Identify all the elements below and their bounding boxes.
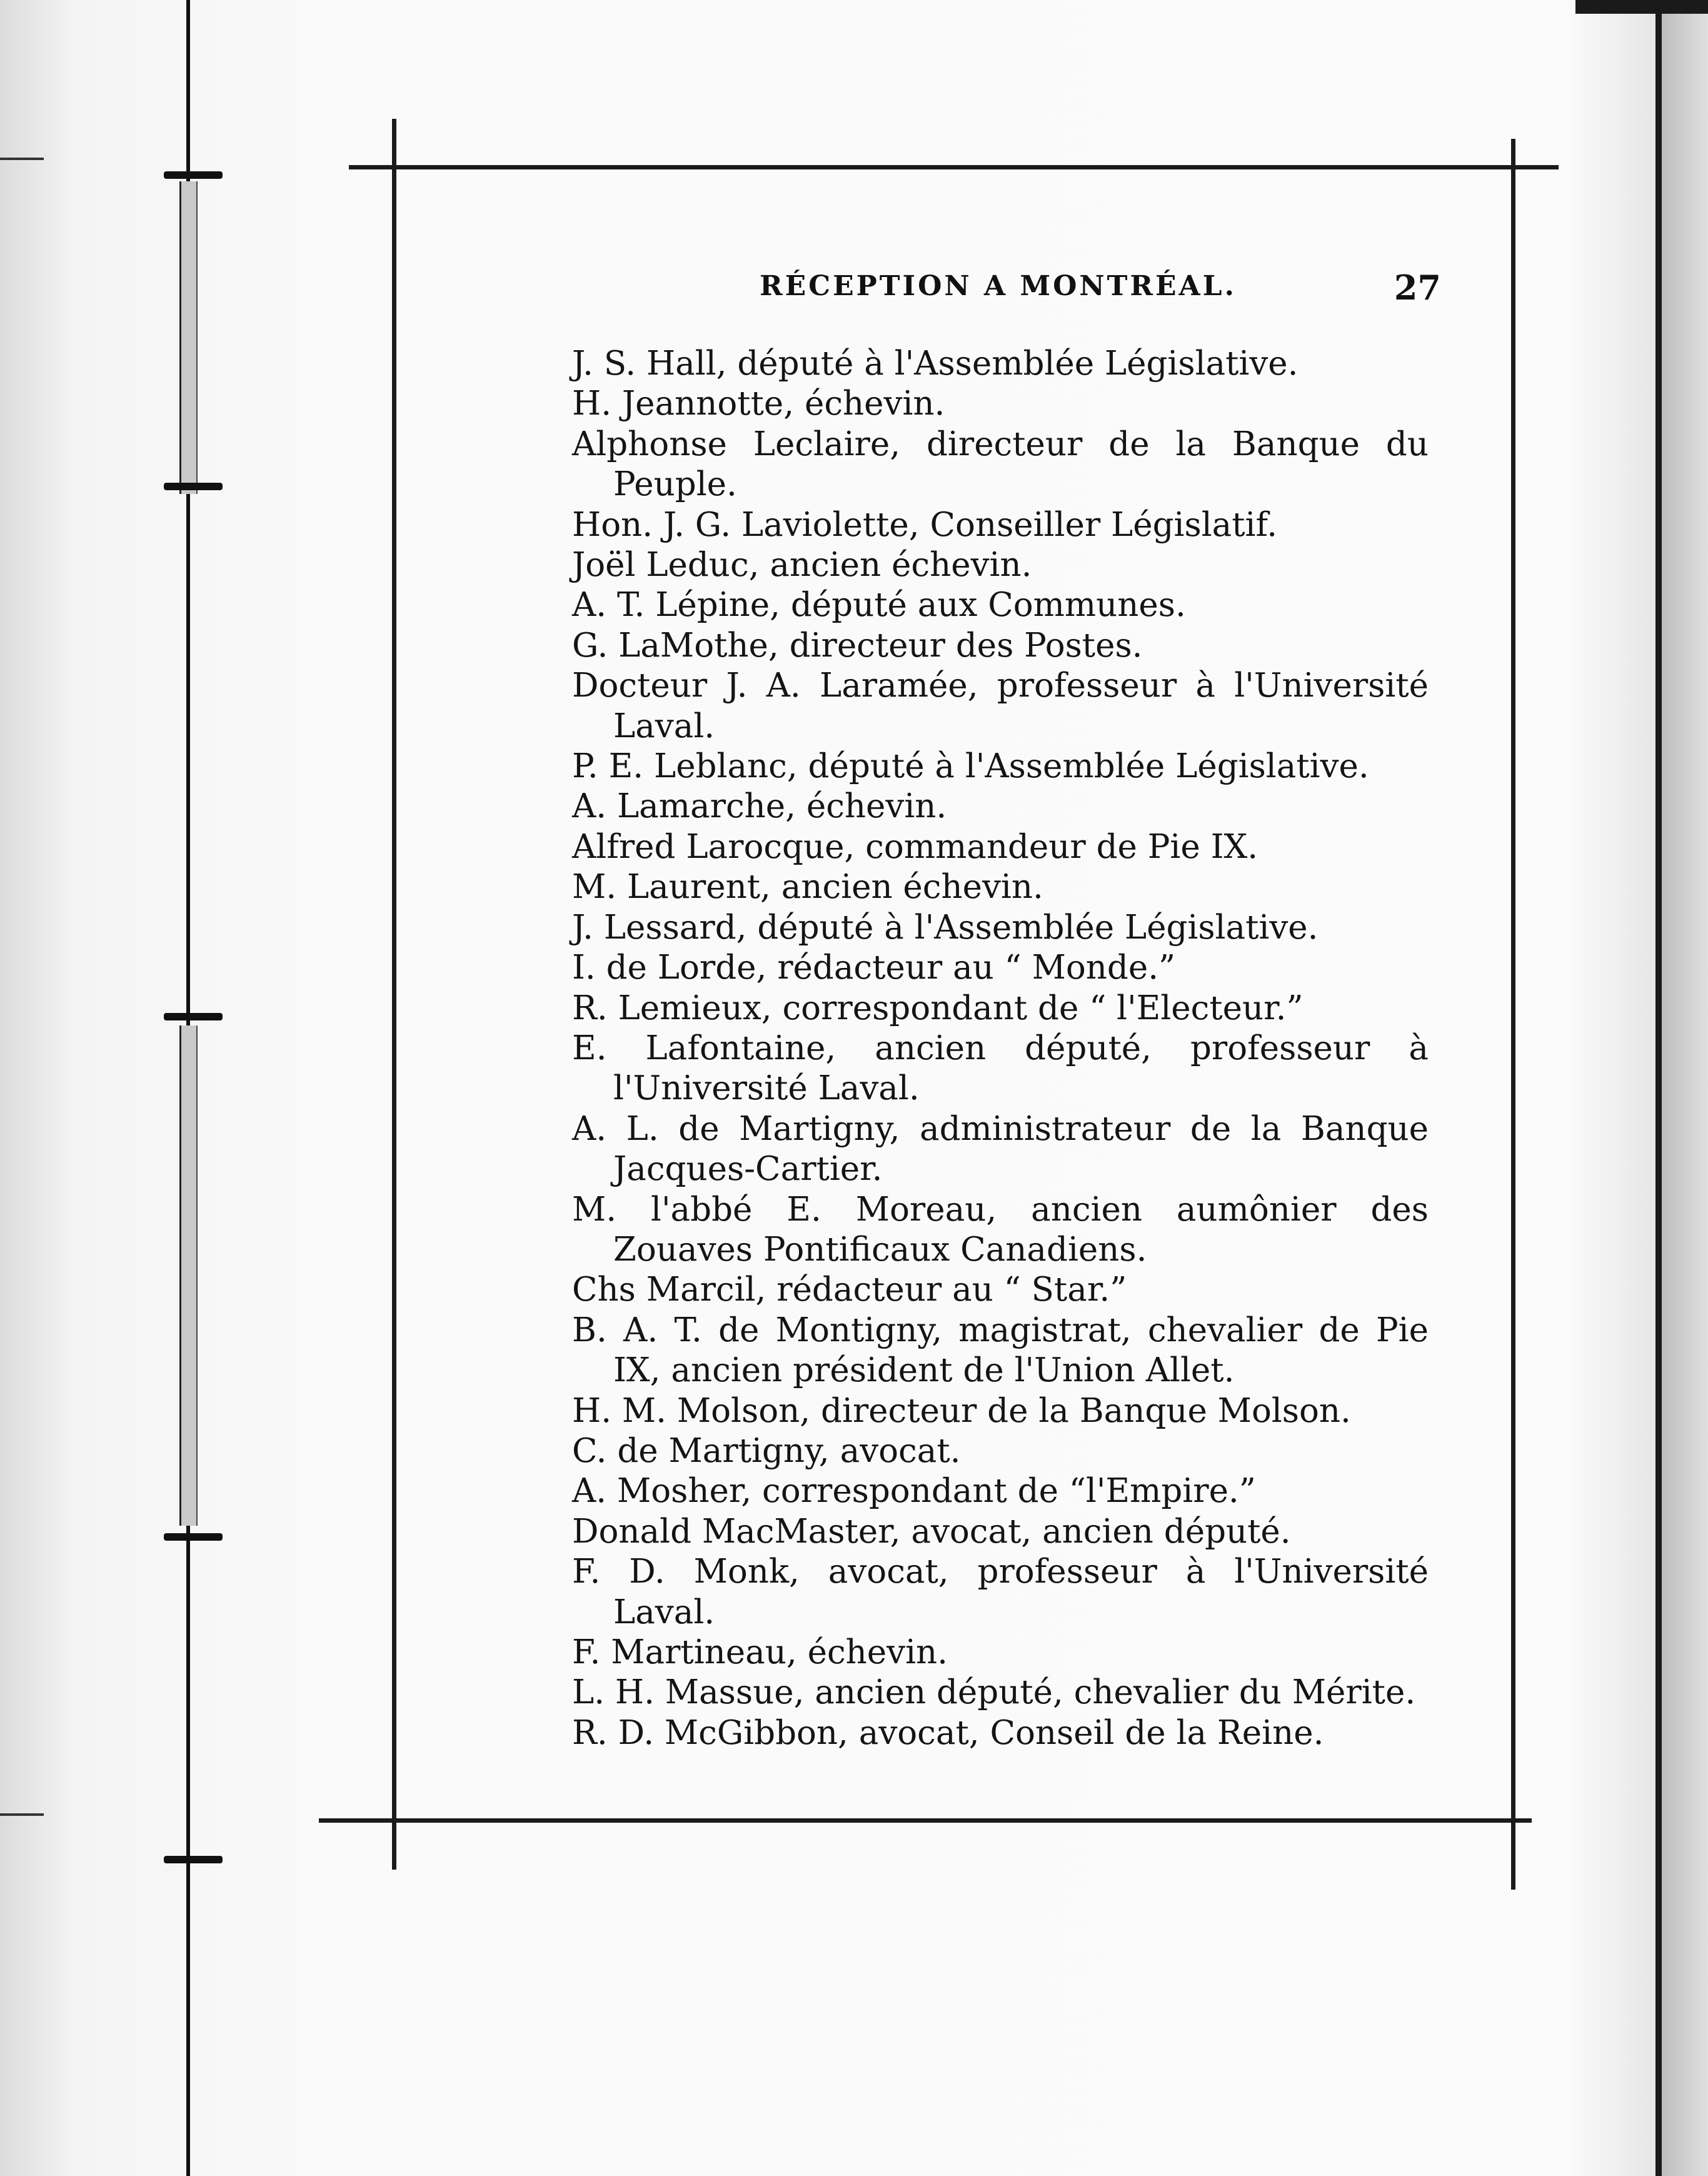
frame-top-rule	[349, 165, 1559, 169]
binding-stitch	[164, 1533, 223, 1541]
list-item: E. Lafontaine, ancien député, professeur à l'Université Laval.	[572, 1029, 1429, 1108]
running-title: RÉCEPTION A MONTRÉAL.	[760, 270, 1237, 302]
binding-stitch	[164, 483, 223, 490]
list-item: Alphonse Leclaire, directeur de la Banque du Peuple.	[572, 425, 1429, 504]
list-item: G. LaMothe, directeur des Postes.	[572, 626, 1143, 665]
list-item: R. Lemieux, correspondant de “ l'Electeur.”	[572, 989, 1304, 1027]
list-item: C. de Martigny, avocat.	[572, 1431, 961, 1470]
list-item: M. l'abbé E. Moreau, ancien aumônier des Zouaves Pontificaux Canadiens.	[572, 1190, 1429, 1269]
binding-thread	[179, 181, 198, 494]
page-header	[760, 270, 1441, 314]
list-item: I. de Lorde, rédacteur au “ Monde.”	[572, 949, 1176, 987]
frame-bottom-rule	[319, 1818, 1532, 1823]
list-item: A. L. de Martigny, administrateur de la Banque Jacques-Cartier.	[572, 1109, 1429, 1189]
page-edge-shadow	[1662, 0, 1708, 2176]
list-item: J. Lessard, député à l'Assemblée Législative.	[572, 908, 1319, 947]
page-edge	[1655, 0, 1662, 2176]
list-item: Alfred Larocque, commandeur de Pie IX.	[572, 827, 1258, 866]
list-item: Donald MacMaster, avocat, ancien député.	[572, 1512, 1291, 1551]
list-item: H. Jeannotte, échevin.	[572, 385, 945, 423]
frame-left-rule	[392, 119, 396, 1870]
edge-mark	[0, 1813, 44, 1816]
list-item: B. A. T. de Montigny, magistrat, chevalier de Pie IX, ancien président de l'Union Allet.	[572, 1311, 1429, 1390]
list-item: Docteur J. A. Laramée, professeur à l'Université Laval.	[572, 667, 1429, 745]
list-item: L. H. Massue, ancien député, chevalier du Mérite.	[572, 1673, 1416, 1712]
list-item: F. D. Monk, avocat, professeur à l'Université Laval.	[572, 1553, 1429, 1631]
list-item: Chs Marcil, rédacteur au “ Star.”	[572, 1271, 1127, 1309]
attendee-list	[572, 344, 1429, 1753]
list-item: M. Laurent, ancien échevin.	[572, 868, 1043, 907]
list-item: P. E. Leblanc, député à l'Assemblée Législative.	[572, 747, 1369, 786]
binding-stitch	[164, 1856, 223, 1863]
list-item: Joël Leduc, ancien échevin.	[572, 546, 1032, 585]
edge-mark	[0, 158, 44, 160]
list-item: H. M. Molson, directeur de la Banque Molson.	[572, 1391, 1351, 1430]
binding-stitch	[164, 1013, 223, 1020]
frame-right-rule	[1511, 139, 1515, 1890]
page-edge-top	[1575, 0, 1708, 14]
list-item: Hon. J. G. Laviolette, Conseiller Législatif.	[572, 505, 1278, 544]
list-item: F. Martineau, échevin.	[572, 1633, 948, 1671]
list-item: R. D. McGibbon, avocat, Conseil de la Reine.	[572, 1713, 1324, 1752]
list-item: A. Lamarche, échevin.	[572, 787, 947, 826]
list-item: J. S. Hall, député à l'Assemblée Législative.	[572, 345, 1299, 383]
page-number: 27	[1394, 268, 1441, 308]
binding-stitch	[164, 171, 223, 179]
list-item: A. Mosher, correspondant de “l'Empire.”	[572, 1472, 1256, 1511]
list-item: A. T. Lépine, député aux Communes.	[572, 586, 1186, 625]
binding-thread	[179, 1025, 198, 1526]
